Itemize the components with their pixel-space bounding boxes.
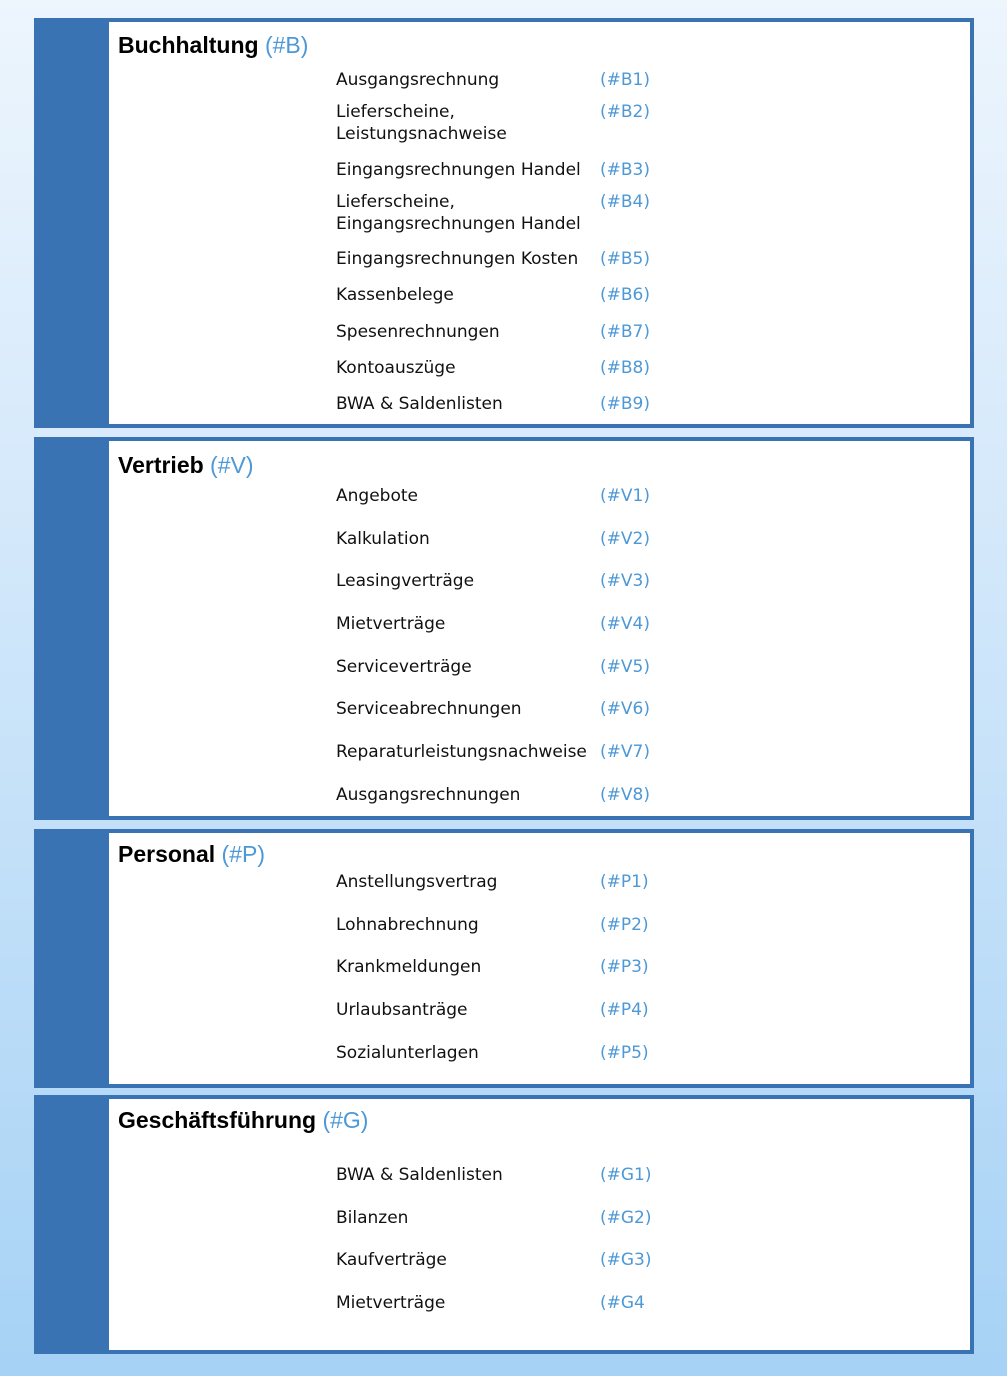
item-label: Kontoauszüge [336,358,456,378]
item-code: (#B9) [600,394,650,414]
item-label: BWA & Saldenlisten [336,1165,503,1185]
section-vertrieb [34,437,974,820]
item-label: BWA & Saldenlisten [336,394,503,414]
item-label: Angebote [336,486,418,506]
section-title-personal [118,843,265,866]
item-code: (#P4) [600,1000,649,1020]
section-title-code: (#P) [221,841,265,867]
section-title-label: Personal [118,841,216,867]
item-code: (#B5) [600,249,650,269]
item-code: (#B6) [600,285,650,305]
item-code: (#V4) [600,614,650,634]
item-label: Lohnabrechnung [336,915,479,935]
item-label: Ausgangsrechnungen [336,785,521,805]
item-code: (#B1) [600,70,650,90]
item-label: Lieferscheine, Eingangsrechnungen Handel [336,192,581,234]
item-code: (#V6) [600,699,650,719]
item-label: Leasingverträge [336,571,475,591]
item-code: (#B8) [600,358,650,378]
section-title-code: (#B) [264,32,309,58]
section-personal-body [109,833,970,1084]
item-code: (#V5) [600,657,650,677]
item-label: Kalkulation [336,529,430,549]
item-label: Ausgangsrechnung [336,70,500,90]
item-label: Krankmeldungen [336,957,482,977]
section-title-label: Geschäftsführung [118,1107,317,1133]
item-code: (#P1) [600,872,649,892]
item-label: Bilanzen [336,1208,409,1228]
item-label: Sozialunterlagen [336,1043,479,1063]
section-title-label: Buchhaltung [118,32,259,58]
item-code: (#B7) [600,322,650,342]
item-code: (#G3) [600,1250,652,1270]
item-code: (#G2) [600,1208,652,1228]
section-buchhaltung-body [109,22,970,424]
item-code: (#P2) [600,915,649,935]
section-title-vertrieb [118,454,254,477]
item-label: Mietverträge [336,614,446,634]
item-label: Reparaturleistungsnachweise [336,742,587,762]
item-code: (#B2) [600,102,650,122]
item-code: (#G4 [600,1293,645,1313]
item-code: (#P5) [600,1043,649,1063]
section-title-geschaeftsfuehrung [118,1109,368,1132]
item-label: Kaufverträge [336,1250,447,1270]
item-label: Eingangsrechnungen Handel [336,160,581,180]
item-code: (#P3) [600,957,649,977]
section-title-label: Vertrieb [118,452,204,478]
item-code: (#B4) [600,192,650,212]
item-code: (#V8) [600,785,650,805]
item-label: Kassenbelege [336,285,454,305]
section-vertrieb-body [109,441,970,816]
item-label: Mietverträge [336,1293,446,1313]
item-code: (#G1) [600,1165,652,1185]
item-label: Lieferscheine, Leistungsnachweise [336,102,507,144]
section-geschaeftsfuehrung [34,1095,974,1354]
section-personal [34,829,974,1088]
item-code: (#V7) [600,742,650,762]
item-label: Eingangsrechnungen Kosten [336,249,579,269]
item-code: (#V3) [600,571,650,591]
item-label: Urlaubsanträge [336,1000,468,1020]
item-label: Serviceabrechnungen [336,699,522,719]
section-geschaeftsfuehrung-body [109,1099,970,1350]
section-title-code: (#V) [210,452,254,478]
item-code: (#V2) [600,529,650,549]
item-label: Spesenrechnungen [336,322,500,342]
item-label: Serviceverträge [336,657,472,677]
section-title-buchhaltung [118,34,308,57]
item-code: (#V1) [600,486,650,506]
item-label: Anstellungsvertrag [336,872,498,892]
item-code: (#B3) [600,160,650,180]
section-buchhaltung [34,18,974,428]
section-title-code: (#G) [322,1107,369,1133]
